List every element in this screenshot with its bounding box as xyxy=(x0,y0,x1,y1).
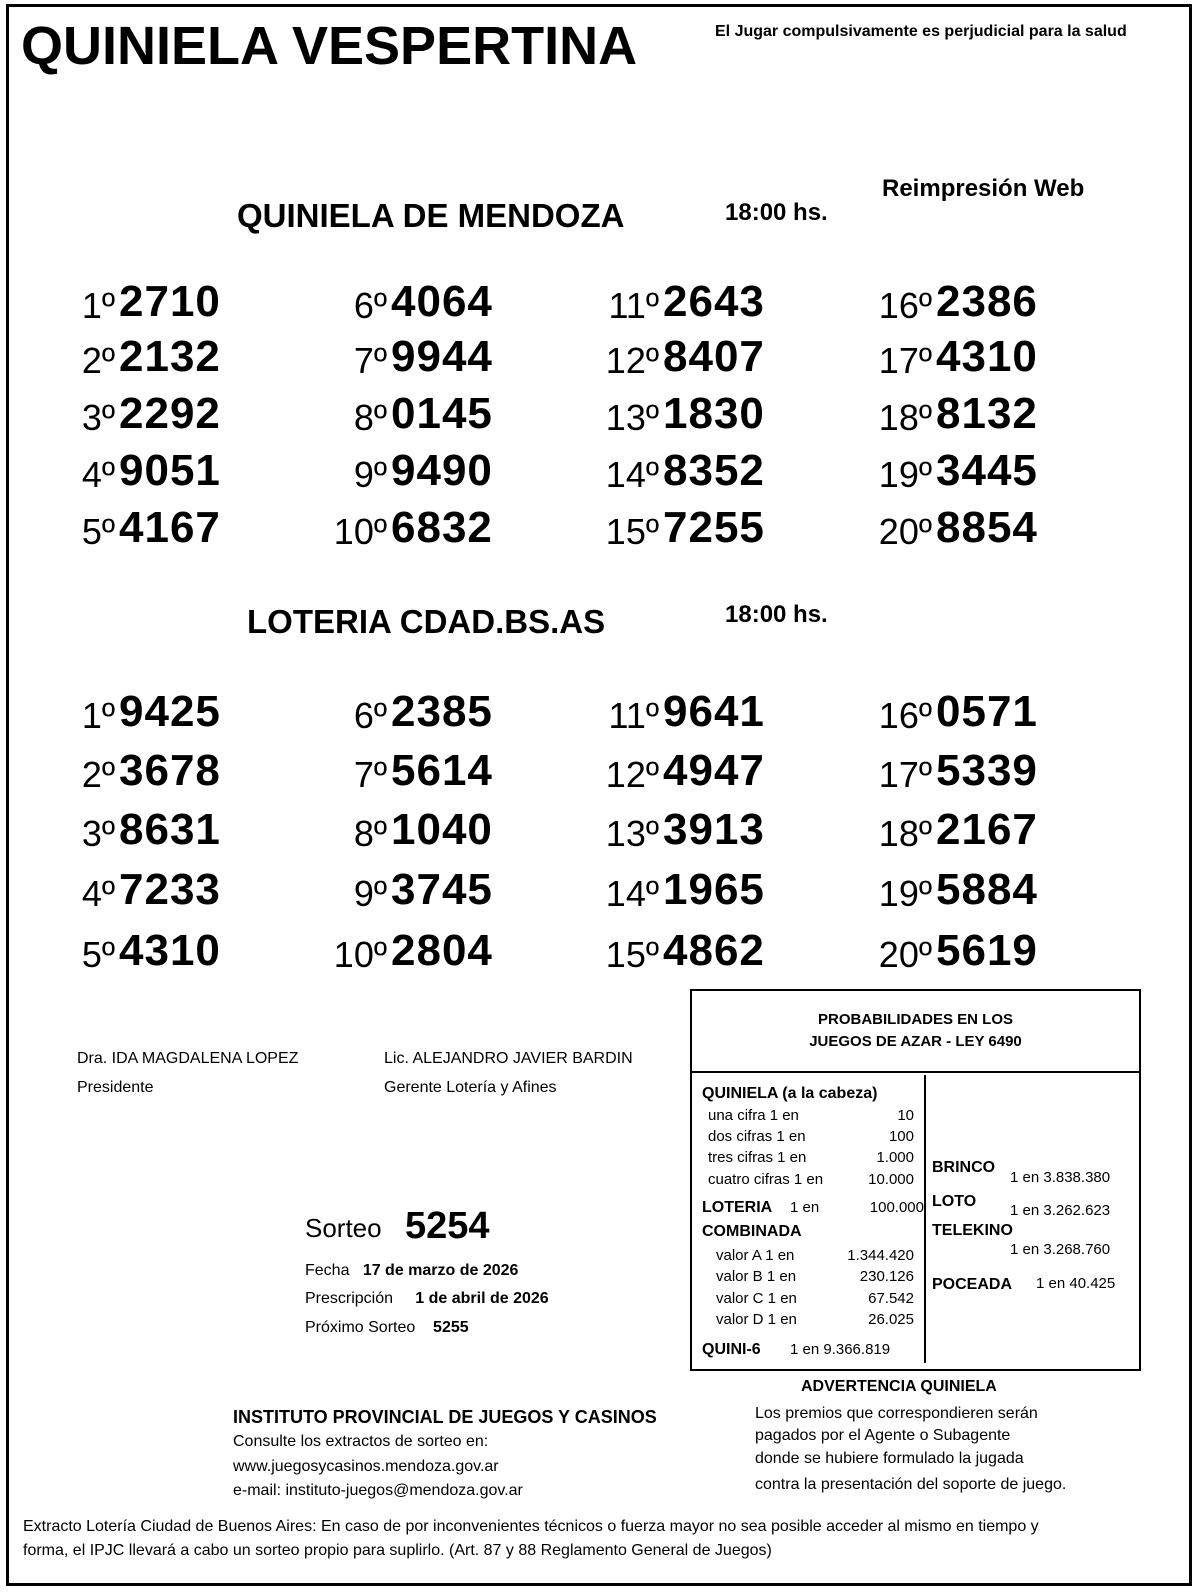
result-position: 7º xyxy=(353,754,387,795)
combinada-row-d-value: 26.025 xyxy=(868,1311,914,1328)
result-cell xyxy=(834,503,1064,553)
result-number: 4862 xyxy=(663,926,765,975)
quiniela-label: QUINIELA (a la cabeza) xyxy=(702,1085,878,1102)
result-position: 15º xyxy=(605,511,659,552)
result-position: 12º xyxy=(605,754,659,795)
probabilities-header xyxy=(692,991,1139,1073)
result-position: 2º xyxy=(81,754,115,795)
result-position: 1º xyxy=(81,695,115,736)
quini6-label: QUINI-6 xyxy=(702,1341,761,1358)
loteria-label: LOTERIA xyxy=(702,1199,773,1216)
result-number: 2710 xyxy=(119,277,221,326)
combinada-row-a-label: valor A 1 en xyxy=(716,1247,795,1264)
result-position: 19º xyxy=(878,873,932,914)
advertencia-line-1: Los premios que correspondieren serán xyxy=(755,1405,1038,1422)
combinada-label: COMBINADA xyxy=(702,1223,802,1240)
signature-name-manager: Lic. ALEJANDRO JAVIER BARDIN xyxy=(384,1050,633,1067)
result-number: 2386 xyxy=(936,277,1038,326)
result-number: 9425 xyxy=(119,687,221,736)
result-position: 20º xyxy=(878,511,932,552)
result-cell xyxy=(561,389,791,439)
result-number: 8132 xyxy=(936,389,1038,438)
probabilities-left-panel xyxy=(700,1075,926,1363)
result-cell xyxy=(834,332,1064,382)
poceada-label: POCEADA xyxy=(932,1276,1013,1293)
fecha-label: Fecha xyxy=(305,1262,350,1279)
quiniela-row-2-value: 100 xyxy=(888,1128,914,1145)
fecha-value: 17 de marzo de 2026 xyxy=(362,1262,519,1279)
quiniela-row-4-label: cuatro cifras 1 en xyxy=(708,1171,824,1188)
result-cell xyxy=(289,332,519,382)
result-position: 9º xyxy=(353,454,387,495)
result-number: 4310 xyxy=(119,926,221,975)
result-position: 17º xyxy=(878,340,932,381)
result-number: 2132 xyxy=(119,332,221,381)
result-cell xyxy=(289,805,519,855)
result-cell xyxy=(289,746,519,796)
institute-title: INSTITUTO PROVINCIAL DE JUEGOS Y CASINOS xyxy=(233,1407,657,1427)
footer-line-2: forma, el IPJC llevará a cabo un sorteo propio para suplirlo. (Art. 87 y 88 Reglamento General de Juegos) xyxy=(23,1542,772,1559)
result-position: 5º xyxy=(81,511,115,552)
telekino-odds: 1 en 3.268.760 xyxy=(1010,1241,1111,1258)
advertencia-title: ADVERTENCIA QUINIELA xyxy=(801,1378,997,1395)
advertencia-line-2: pagados por el Agente o Subagente xyxy=(755,1427,1011,1444)
result-cell xyxy=(561,277,791,327)
result-number: 3678 xyxy=(119,746,221,795)
result-cell xyxy=(289,865,519,915)
result-number: 8407 xyxy=(663,332,765,381)
result-position: 17º xyxy=(878,754,932,795)
result-number: 3445 xyxy=(936,446,1038,495)
advertencia-line-3: donde se hubiere formulado la jugada xyxy=(755,1450,1024,1467)
fecha-row xyxy=(305,1262,518,1280)
result-position: 9º xyxy=(353,873,387,914)
result-cell xyxy=(17,503,247,553)
result-cell xyxy=(561,865,791,915)
result-position: 12º xyxy=(605,340,659,381)
quini6-odds: 1 en 9.366.819 xyxy=(790,1341,891,1358)
proximo-row xyxy=(305,1319,469,1337)
result-position: 10º xyxy=(333,511,387,552)
result-number: 4167 xyxy=(119,503,221,552)
result-cell xyxy=(17,332,247,382)
combinada-row-b-value: 230.126 xyxy=(859,1268,914,1285)
result-number: 9641 xyxy=(663,687,765,736)
result-number: 2643 xyxy=(663,277,765,326)
proximo-label: Próximo Sorteo xyxy=(305,1319,416,1336)
result-position: 3º xyxy=(81,397,115,438)
result-cell xyxy=(17,687,247,737)
result-position: 11º xyxy=(608,285,659,326)
result-number: 4947 xyxy=(663,746,765,795)
probabilities-title-line1: PROBABILIDADES EN LOS xyxy=(817,1011,1013,1028)
result-number: 5619 xyxy=(936,926,1038,975)
result-cell xyxy=(834,926,1064,976)
result-number: 7233 xyxy=(119,865,221,914)
result-number: 2292 xyxy=(119,389,221,438)
prescripcion-value: 1 de abril de 2026 xyxy=(415,1290,549,1307)
signature-role-manager: Gerente Lotería y Afines xyxy=(384,1079,557,1096)
result-position: 14º xyxy=(605,873,659,914)
loto-odds: 1 en 3.262.623 xyxy=(1010,1202,1111,1219)
result-cell xyxy=(289,687,519,737)
result-cell xyxy=(289,389,519,439)
institute-consult: Consulte los extractos de sorteo en: xyxy=(233,1433,489,1450)
result-number: 9490 xyxy=(391,446,493,495)
footer-line-1: Extracto Lotería Ciudad de Buenos Aires: En caso de por inconvenientes técnicos o fuerza mayor no sea posible acceder al mismo en tiempo y xyxy=(23,1518,1039,1535)
combinada-row-c-value: 67.542 xyxy=(868,1290,914,1307)
result-cell xyxy=(17,277,247,327)
result-number: 5339 xyxy=(936,746,1038,795)
result-cell xyxy=(17,746,247,796)
result-cell xyxy=(834,687,1064,737)
result-number: 5884 xyxy=(936,865,1038,914)
extract-sheet xyxy=(6,4,1192,1586)
result-position: 13º xyxy=(605,813,659,854)
brinco-label: BRINCO xyxy=(932,1159,996,1176)
result-number: 3913 xyxy=(663,805,765,854)
result-cell xyxy=(834,277,1064,327)
quiniela-row-3-label: tres cifras 1 en xyxy=(708,1149,807,1166)
result-cell xyxy=(561,503,791,553)
combinada-row-a-value: 1.344.420 xyxy=(847,1247,914,1264)
probabilities-box xyxy=(690,989,1141,1371)
result-position: 14º xyxy=(605,454,659,495)
result-number: 8352 xyxy=(663,446,765,495)
result-number: 2385 xyxy=(391,687,493,736)
result-cell xyxy=(561,746,791,796)
result-cell xyxy=(834,389,1064,439)
combinada-row-d-label: valor D 1 en xyxy=(716,1311,797,1328)
health-warning: El Jugar compulsivamente es perjudicial para la salud xyxy=(715,23,1127,40)
result-cell xyxy=(834,865,1064,915)
result-position: 4º xyxy=(81,454,115,495)
telekino-label: TELEKINO xyxy=(932,1222,1013,1239)
result-cell xyxy=(289,926,519,976)
advertencia-line-4: contra la presentación del soporte de juego. xyxy=(755,1476,1067,1493)
result-number: 1965 xyxy=(663,865,765,914)
result-number: 9944 xyxy=(391,332,493,381)
result-position: 11º xyxy=(608,695,659,736)
section-time-mendoza: 18:00 hs. xyxy=(725,199,828,226)
result-position: 7º xyxy=(353,340,387,381)
loteria-value: 100.000 xyxy=(869,1199,924,1216)
result-cell xyxy=(17,389,247,439)
proximo-value: 5255 xyxy=(433,1319,469,1336)
result-position: 16º xyxy=(878,285,932,326)
prescripcion-row xyxy=(305,1290,549,1308)
result-cell xyxy=(289,446,519,496)
result-position: 1º xyxy=(81,285,115,326)
sorteo-label: Sorteo xyxy=(305,1213,382,1243)
result-number: 2167 xyxy=(936,805,1038,854)
quiniela-row-3-value: 1.000 xyxy=(876,1149,914,1166)
quiniela-row-4-value: 10.000 xyxy=(868,1171,914,1188)
result-number: 8631 xyxy=(119,805,221,854)
institute-email-link[interactable]: e-mail: instituto-juegos@mendoza.gov.ar xyxy=(233,1482,523,1499)
result-position: 2º xyxy=(81,340,115,381)
combinada-row-b-label: valor B 1 en xyxy=(716,1268,797,1285)
result-cell xyxy=(834,446,1064,496)
result-number: 2804 xyxy=(391,926,493,975)
result-position: 3º xyxy=(81,813,115,854)
result-position: 5º xyxy=(81,934,115,975)
result-cell xyxy=(289,503,519,553)
result-cell xyxy=(834,805,1064,855)
result-position: 6º xyxy=(353,285,387,326)
section-time-loteria: 18:00 hs. xyxy=(725,601,828,628)
quiniela-row-2-label: dos cifras 1 en xyxy=(708,1128,806,1145)
signature-role-president: Presidente xyxy=(77,1079,154,1096)
quiniela-row-1-value: 10 xyxy=(897,1107,914,1124)
result-position: 19º xyxy=(878,454,932,495)
result-position: 13º xyxy=(605,397,659,438)
result-position: 10º xyxy=(333,934,387,975)
quiniela-row-1-label: una cifra 1 en xyxy=(708,1107,799,1124)
result-cell xyxy=(17,865,247,915)
result-cell xyxy=(289,277,519,327)
result-number: 3745 xyxy=(391,865,493,914)
result-cell xyxy=(561,805,791,855)
result-position: 20º xyxy=(878,934,932,975)
result-number: 4310 xyxy=(936,332,1038,381)
result-number: 4064 xyxy=(391,277,493,326)
result-number: 5614 xyxy=(391,746,493,795)
result-position: 16º xyxy=(878,695,932,736)
result-cell xyxy=(561,687,791,737)
result-number: 0571 xyxy=(936,687,1038,736)
poceada-odds: 1 en 40.425 xyxy=(1036,1275,1116,1292)
institute-website-link[interactable]: www.juegosycasinos.mendoza.gov.ar xyxy=(233,1458,499,1475)
result-position: 6º xyxy=(353,695,387,736)
result-cell xyxy=(561,926,791,976)
result-number: 1830 xyxy=(663,389,765,438)
section-title-mendoza: QUINIELA DE MENDOZA xyxy=(237,197,625,234)
signature-name-president: Dra. IDA MAGDALENA LOPEZ xyxy=(77,1050,299,1067)
result-number: 7255 xyxy=(663,503,765,552)
section-title-loteria: LOTERIA CDAD.BS.AS xyxy=(247,603,606,640)
result-cell xyxy=(17,446,247,496)
result-number: 6832 xyxy=(391,503,493,552)
result-number: 8854 xyxy=(936,503,1038,552)
sorteo-number: 5254 xyxy=(405,1205,490,1247)
result-position: 18º xyxy=(878,813,932,854)
combinada-row-c-label: valor C 1 en xyxy=(716,1290,797,1307)
result-number: 0145 xyxy=(391,389,493,438)
reprint-label: Reimpresión Web xyxy=(882,175,1085,202)
result-position: 4º xyxy=(81,873,115,914)
result-position: 8º xyxy=(353,397,387,438)
result-position: 18º xyxy=(878,397,932,438)
result-cell xyxy=(561,446,791,496)
result-number: 9051 xyxy=(119,446,221,495)
result-cell xyxy=(17,926,247,976)
result-position: 8º xyxy=(353,813,387,854)
prescripcion-label: Prescripción xyxy=(305,1290,394,1307)
loteria-odds: 1 en xyxy=(790,1199,820,1216)
result-position: 15º xyxy=(605,934,659,975)
result-cell xyxy=(561,332,791,382)
brinco-odds: 1 en 3.838.380 xyxy=(1010,1169,1111,1186)
result-number: 1040 xyxy=(391,805,493,854)
loto-label: LOTO xyxy=(932,1193,977,1210)
result-cell xyxy=(17,805,247,855)
probabilities-title-line2: JUEGOS DE AZAR - LEY 6490 xyxy=(809,1033,1022,1050)
page-title: QUINIELA VESPERTINA xyxy=(21,16,638,76)
result-cell xyxy=(834,746,1064,796)
